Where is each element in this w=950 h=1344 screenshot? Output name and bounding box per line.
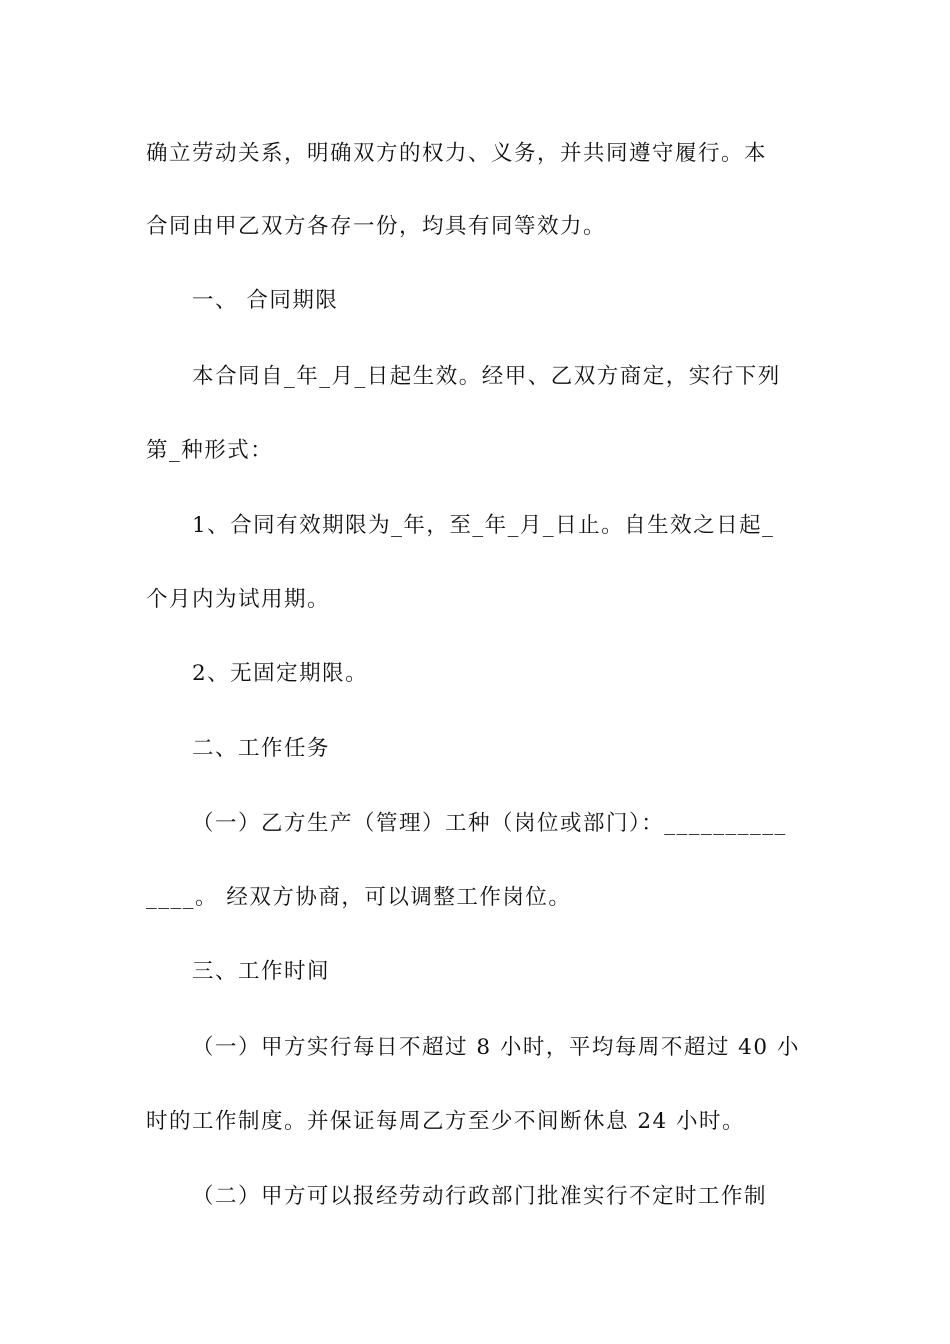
section-heading: 一、 合同期限 [192, 288, 339, 313]
paragraph-line: 合同由甲乙双方各存一份，均具有同等效力。 [146, 214, 607, 239]
section-heading: 三、工作时间 [192, 959, 331, 984]
paragraph-line: 本合同自_年_月_日起生效。经甲、乙双方商定，实行下列 [192, 364, 781, 389]
paragraph-line: 2、无固定期限。 [192, 661, 369, 686]
paragraph-line: 个月内为试用期。 [146, 587, 331, 612]
paragraph-line: 第_种形式： [146, 438, 274, 463]
paragraph-line: （一）乙方生产（管理）工种（岗位或部门）：__________ [192, 811, 787, 836]
paragraph-line: ____。 经双方协商，可以调整工作岗位。 [146, 885, 572, 910]
paragraph-line: 时的工作制度。并保证每周乙方至少不间断休息 24 小时。 [146, 1109, 746, 1134]
paragraph-line: 1、合同有效期限为_年，至_年_月_日止。自生效之日起_ [192, 513, 775, 538]
section-heading: 二、工作任务 [192, 736, 331, 761]
paragraph-line: （一）甲方实行每日不超过 8 小时，平均每周不超过 40 小 [192, 1035, 800, 1060]
paragraph-line: （二）甲方可以报经劳动行政部门批准实行不定时工作制 [192, 1184, 768, 1209]
paragraph-line: 确立劳动关系，明确双方的权力、义务，并共同遵守履行。本 [146, 141, 768, 166]
